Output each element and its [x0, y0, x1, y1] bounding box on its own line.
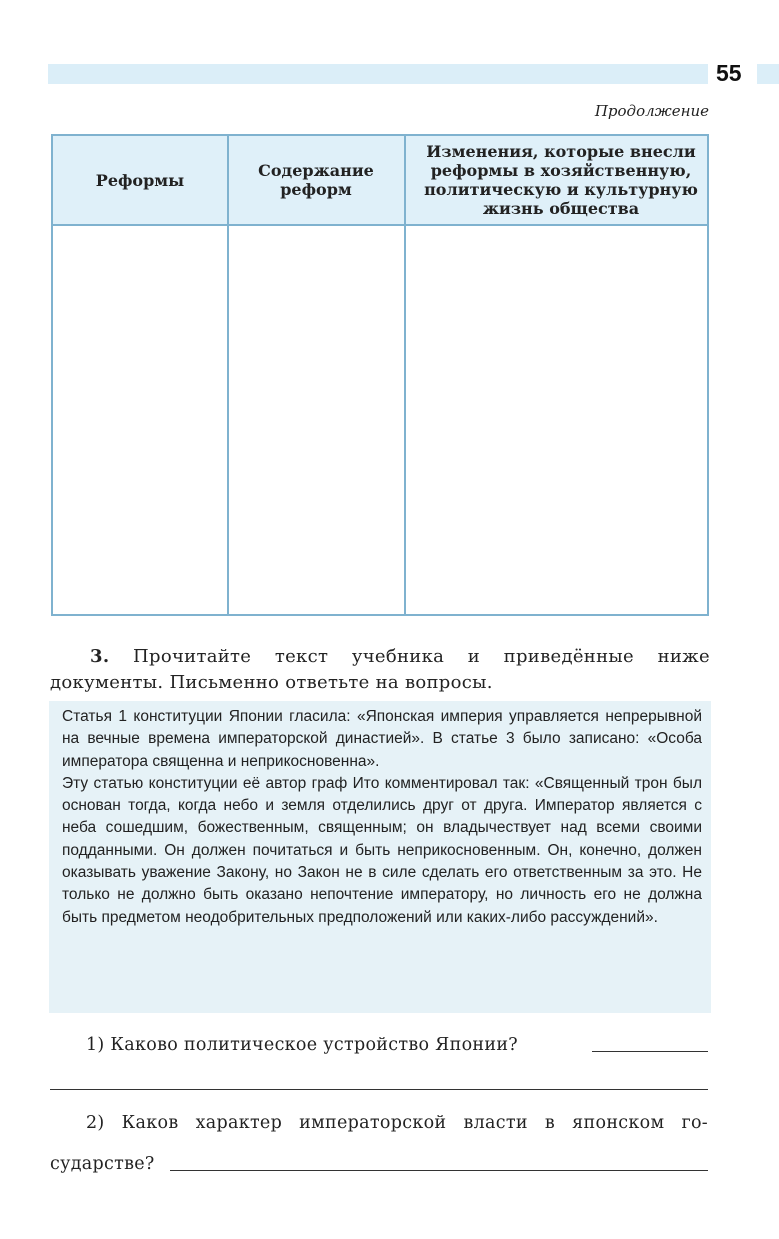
header-changes: Изменения, которые внесли реформы в хозяйственную, политическую и культурную жизнь общества	[424, 142, 698, 218]
continuation-label: Продолжение	[594, 102, 709, 120]
task-number: 3.	[90, 646, 110, 667]
reforms-table	[51, 134, 709, 616]
answer-line-1b[interactable]	[50, 1089, 708, 1090]
header-reform-content: Содержание реформ	[258, 161, 374, 199]
document-text	[62, 706, 702, 929]
question-2-cont: сударстве?	[50, 1154, 155, 1174]
column-divider	[404, 136, 406, 614]
question-2: 2) Каков характер императорской власти в японском го-	[86, 1113, 708, 1133]
document-body: Статья 1 конституции Японии гласила: «Японская империя управляется непрерывной на вечные времена императорской династией». В статье 3 было записано: «Особа императора священна и неприкосновенна». Эту статью конституции её автор граф Ито комментировал так: «Священный трон был основан тогда, когда небо и земля отделились друг от друга. Император является с неба сошедшим, божественным, священным; он владычествует над всеми своими подданными. Он должен почитаться и быть неприкосновенным. Он, конечно, должен оказывать уважение Закону, но Закон не в силе сделать его ответственным за это. Не только не должно быть оказано непочтение императору, но личность его не должна быть предметом неодобрительных предположений или каких-либо рассуждений».	[62, 708, 702, 926]
answer-line-1[interactable]	[592, 1051, 708, 1052]
page-edge-tab	[757, 64, 779, 84]
task-text: Прочитайте текст учебника и приведённые ниже документы. Письменно ответьте на вопросы.	[50, 646, 710, 693]
header-band	[48, 64, 708, 84]
page-number: 55	[716, 60, 742, 86]
header-reforms: Реформы	[95, 170, 185, 190]
column-divider	[227, 136, 229, 614]
question-1: 1) Каково политическое устройство Японии?	[86, 1035, 518, 1055]
task-3	[50, 644, 710, 696]
answer-line-2[interactable]	[170, 1170, 708, 1171]
